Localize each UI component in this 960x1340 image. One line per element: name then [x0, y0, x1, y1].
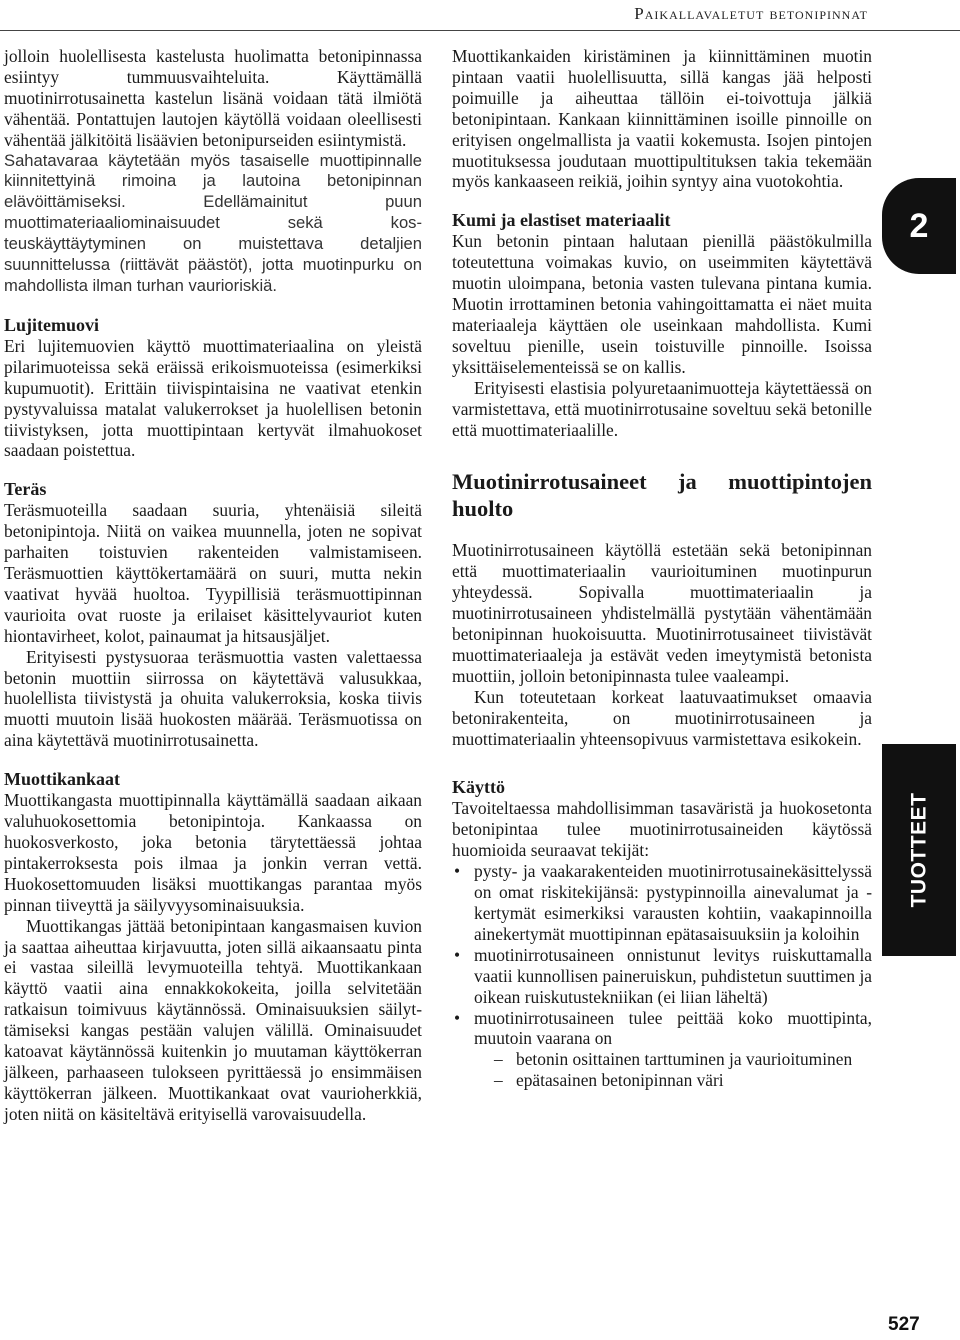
paragraph: Erityisesti pystysuoraa teräsmuottia vasten valettaessa betonin muottiin siirrossa on käytettävä valusukkaa, huolellista tiivistystä ja ohuita valukerroksia, koska tiivis muotti muutoin lisää huokosten määrää. Teräsmuotissa on aina käytettävä muotinirrotusainetta.: [4, 646, 422, 751]
section-heading-lujitemuovi: Lujitemuovi: [4, 314, 100, 335]
paragraph: Eri lujitemuovien käyttö muottimateriaalina on yleistä pilarimuoteissa sekä eräissä erikoismuoteissa (esimerkiksi kupumuotit). Erittäin tiivispintaisina ne vaativat etenkin pystyvaluissa matalat valukerrokset ja huolellisen betonin tiivistyksen, jotta muottipintaan kertyvät ilmahuokoset saadaan poistettua.: [4, 335, 422, 461]
paragraph: Muottikankaiden kiristäminen ja kiinnittäminen muotin pintaan vaatii huolellisuutta, sillä kangas jää helposti poimuille ja aiheuttaa tällöin ei-toivottuja jälkiä betonipintaan. Kankaan kiinnittäminen isoille pinnoille on erityisen ongelmallista ja vaatii kokemusta. Isojen pintojen muotituksessa joudutaan muottipultituksen takia tekemään myös kankaaseen reikiä, joihin syntyy aina vuotokohtia.: [452, 46, 872, 192]
paragraph-sans: Sahatavaraa käytetään myös tasaiselle muottipinnalle kiinnitettyinä rimoina ja lautoina betonipinnan elävöittämiseksi.: [4, 150, 422, 212]
paragraph: [4, 151, 422, 297]
paragraph: Muottikangasta muottipinnalla käyttämällä saadaan aikaan valuhuokosettomia betonipintoja. Kankaassa on huokosverkosto, joka betonia tärytettäessä johtaa pintakerroksesta pois ilmaa ja jonkin verran vettä. Huokosettomuuden lisäksi muottikangas parantaa myös pinnan tiiveyttä ja säilyvyysominaisuuksia.: [4, 790, 422, 915]
section-heading-kaytto: Käyttö: [452, 777, 505, 798]
header-rule: [0, 30, 960, 31]
left-column: [4, 46, 422, 1125]
paragraph: Kun toteutetaan korkeat laatuvaatimukset omaavia betonirakenteita, on muotinirrotusaineen ja muottimateriaalin yhteensopivuus varmistettava esikokein.: [452, 686, 872, 749]
running-head: Paikallavaletut betonipinnat: [634, 4, 868, 23]
paragraph: Tavoiteltaessa mahdollisimman tasaväristä ja huokosetonta betonipintaa tulee muotinirrotusaineiden käytössä huomioida seuraavat tekijät:: [452, 798, 872, 861]
dash-list: [474, 1049, 872, 1091]
paragraph: Erityisesti elastisia polyuretaanimuotteja käytettäessä on varmistettava, että muotinirrotusaine soveltuu sekä betonille että muottimateriaalille.: [452, 377, 872, 440]
main-heading: Muotinirrotusaineet ja muottipintojen huolto: [452, 469, 872, 522]
page-number: 527: [888, 1314, 920, 1335]
paragraph: Teräsmuoteilla saadaan suuria, yhtenäisiä sileitä betonipintoja. Niitä on vaikea muunnella, joten ne sopivat parhaiten toistuvien rakenteiden valmistamiseen. Teräsmuottien käyttökertamäärä on suuri, mutta nekin vaativat hyvää huoltoa. Tyypillisiä teräsmuottipinnan vaurioita ovat ruoste ja erilaiset käsittelyvauriot kuten hiontavirheet, kolot, painaumat ja hitsausjäljet.: [4, 500, 422, 646]
paragraph: Muottikangas jättää betonipintaan kangasmaisen kuvion ja saattaa aiheuttaa kirjavuutta, joten sillä aikaansaatu pinta ei vastaa sileillä levymuoteilla tehtyä. Muottikankaan käyttö vaatii aina ennakkokokeita, joilla selvitetään ratkaisun toimivuus käytännössä. Ominaisuuksien säilyttämiseksi kangas pestään valujen välillä. Ominaisuudet katoavat käytännössä kuitenkin jo muutaman käyttökerran jälkeen, parhaaseen tulokseen pyrittäessä jo ensimmäisen käyttökerran jälkeen. Muottikankaat ovat vaurioherkkiä, joten niitä on käsiteltävä erityisellä varovaisuudella.: [4, 915, 422, 1124]
section-heading-muottikankaat: Muottikankaat: [4, 769, 121, 790]
section-tab-label: TUOTTEET: [907, 792, 931, 908]
paragraph: Muotinirrotusaineen käytöllä estetään sekä betonipinnan että muottimateriaalin vaurioituminen muotinpurun yhteydessä. Sopivalla muottimateriaalin ja muotinirrotusaineen yhdistelmällä pystytään vähentämään betonipinnan huokoisuutta. Muotinirrotusaineet tiivistävät muottimateriaaleja ja estävät veden imeytymistä betonista muottiin, jolloin betonipinnasta tulee vaaleampi.: [452, 540, 872, 686]
dash-item: – betonin osittainen tarttuminen ja vaurioituminen: [474, 1049, 872, 1070]
right-column: [452, 46, 872, 1091]
bullet-item: • pysty- ja vaakarakenteiden muotinirrotusainekäsittelyssä on omat riskitekijänsä: pystypinnoilla ainevalumat ja -kertymät esimerkiksi varausten kohtiin, vaakapinnoilla ainekertymät muottipinnan epätasaisuuksiin ja koloihin: [452, 861, 872, 945]
section-heading-teras: Teräs: [4, 479, 47, 500]
paragraph: jolloin huolellisesta kastelusta huolimatta betonipinnassa esiintyy tummuusvaihteluita. Käyttämällä muotinirrotusainetta kastelun lisänä voidaan tätä ilmiötä vähentää. Pontattujen lautojen käytöllä voidaan oleellisesti vähentää jälkitöitä lisäävien betonipurseiden esiintymistä.: [4, 46, 422, 150]
dash-item: – epätasainen betonipinnan väri: [474, 1070, 872, 1091]
paragraph: Kun betonin pintaan halutaan pienillä päästökulmilla toteutettuna voimakas kuvio, on useimmiten käytettävä muotin uloimpana, betonia vasten tulevana pintana kumia. Muotin irrottaminen betonia vahingoittamatta ei näet muita materiaaleja käyttäen ole useinkaan mahdollista. Kumi soveltuu pienille, usein toistuville pinnoille. Isoissa yksittäiselementeissä se on kallis.: [452, 231, 872, 377]
bullet-item: • muotinirrotusaineen onnistunut levitys ruiskuttamalla vaatii kunnollisen paineruiskun, puhdistetun suuttimen ja oikean ruiskutustekniikan (ei liian läheltä): [452, 945, 872, 1008]
bullet-list: [452, 861, 872, 1091]
chapter-number-tab: 2: [882, 178, 956, 274]
section-tab: [882, 744, 956, 956]
bullet-item: [452, 1008, 872, 1092]
section-heading-kumi: Kumi ja elastiset materiaalit: [452, 210, 671, 231]
paragraph-sans-cont: Edellämainitut puun muottimateriaaliominaisuudet sekä kosteuskäyttäytyminen on muistettava detaljien suunnittelussa (riittävät päästöt), jotta muotinpurku on mahdollista ilman turhan vaurioriskiä.: [4, 192, 422, 295]
bullet-item-text: muotinirrotusaineen tulee peittää koko muottipinta, muutoin vaarana on: [474, 1007, 872, 1049]
